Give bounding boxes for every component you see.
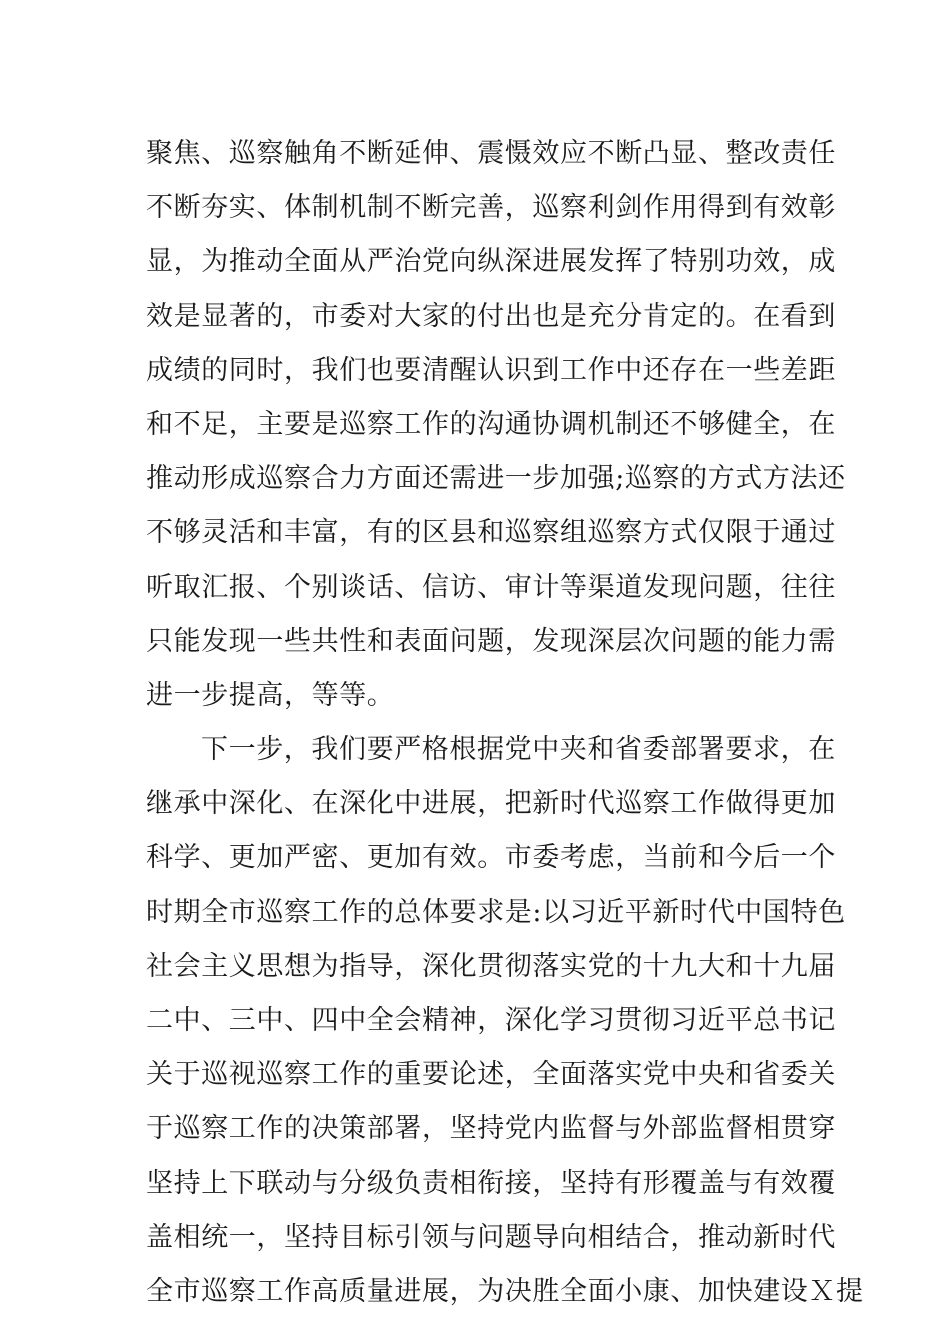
document-body	[146, 127, 864, 1319]
text-line: 进一步提高，等等。	[146, 679, 395, 711]
text-line: 全市巡察工作高质量进展，为决胜全面小康、加快建设Ｘ提	[146, 1275, 864, 1307]
text-line: 显，为推动全面从严治党向纵深进展发挥了特别功效，成	[146, 246, 836, 278]
text-line: 聚焦、巡察触角不断延伸、震慑效应不断凸显、整改责任	[146, 138, 836, 169]
text-line: 不够灵活和丰富，有的区县和巡察组巡察方式仅限于通过	[146, 517, 836, 549]
text-line: 社会主义思想为指导，深化贯彻落实党的十九大和十九届	[146, 950, 836, 982]
text-line: 时期全市巡察工作的总体要求是:以习近平新时代中国特色	[146, 896, 846, 928]
text-line: 二中、三中、四中全会精神，深化学习贯彻习近平总书记	[146, 1005, 836, 1036]
text-line: 和不足，主要是巡察工作的沟通协调机制还不够健全，在	[146, 408, 836, 440]
text-line: 效是显著的，市委对大家的付出也是充分肯定的。在看到	[146, 300, 836, 332]
text-line: 科学、更加严密、更加有效。市委考虑，当前和今后一个	[146, 842, 836, 874]
text-line: 不断夯实、体制机制不断完善，巡察利剑作用得到有效彰	[146, 192, 836, 224]
text-line: 只能发现一些共性和表面问题，发现深层次问题的能力需	[146, 625, 836, 657]
paragraph-2	[146, 723, 864, 1319]
text-line: 成绩的同时，我们也要清醒认识到工作中还存在一些差距	[146, 354, 836, 386]
text-line: 下一步，我们要严格根据党中夹和省委部署要求，在	[201, 734, 836, 766]
text-line: 于巡察工作的决策部署，坚持党内监督与外部监督相贯穿	[146, 1113, 836, 1145]
text-line: 盖相统一，坚持目标引领与问题导向相结合，推动新时代	[146, 1221, 836, 1253]
text-line: 坚持上下联动与分级负责相衔接，坚持有形覆盖与有效覆	[146, 1167, 836, 1199]
text-line: 听取汇报、个别谈话、信访、审计等渠道发现问题，往往	[146, 571, 836, 603]
text-line: 继承中深化、在深化中进展，把新时代巡察工作做得更加	[146, 788, 836, 820]
text-line: 关于巡视巡察工作的重要论述，全面落实党中央和省委关	[146, 1059, 836, 1091]
paragraph-1	[146, 127, 846, 723]
text-line: 推动形成巡察合力方面还需进一步加强;巡察的方式方法还	[146, 463, 846, 495]
